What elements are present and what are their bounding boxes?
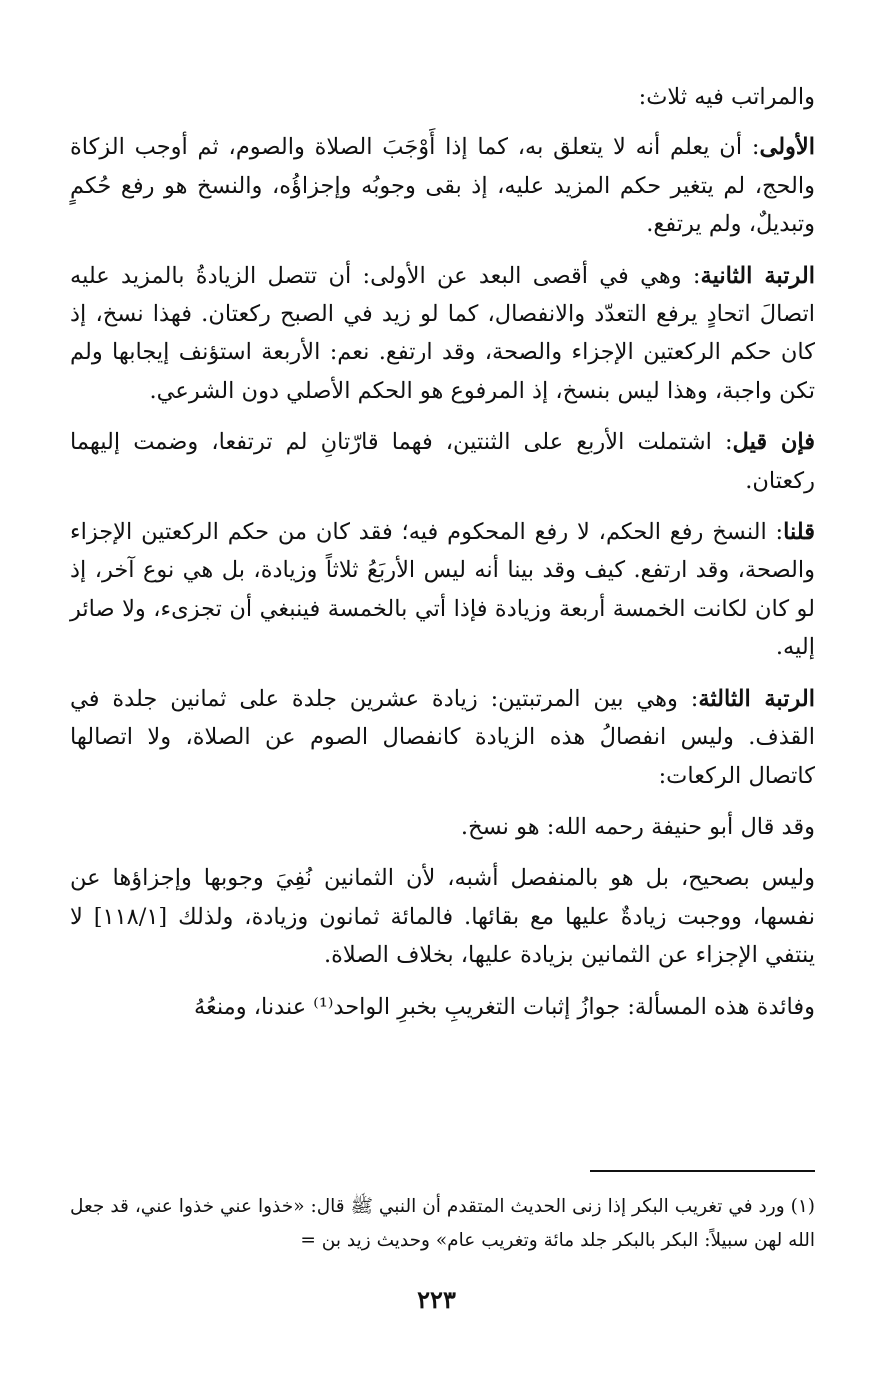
- paragraph-heading: الرتبة الثانية: [700, 262, 815, 289]
- paragraph-text: وقد قال أبو حنيفة رحمه الله: هو نسخ.: [460, 813, 815, 840]
- paragraph-heading: قلنا: [783, 519, 815, 546]
- page-body: [70, 78, 815, 1039]
- paragraph-abu-hanifa: [70, 808, 815, 846]
- paragraph-text: : وهي في أقصى البعد عن الأولى: أن تتصل الزيادةُ بالمزيد عليه اتصالَ اتحادٍ يرفع التعدّد والانفصال، كما لو زيد في الصبح ركعتان. فهذا نسخ، إذ كان حكم الركعتين الإجزاء والصحة، وقد ارتفع. نعم: الأربعة استؤنف إيجابها ولم تكن واجبة، وهذا ليس بنسخ، إذ المرفوع هو الحكم الأصلي دون الشرعي.: [70, 262, 815, 404]
- paragraph-text: : اشتملت الأربع على الثنتين، فهما قارّتانِ لم ترتفعا، وضمت إليهما ركعتان.: [70, 429, 815, 494]
- paragraph-text: : وهي بين المرتبتين: زيادة عشرين جلدة على ثمانين جلدة في القذف. وليس انفصالُ هذه الزيادة كانفصال الصوم عن الصلاة، ولا اتصالها كاتصال الركعات:: [70, 685, 815, 789]
- paragraph-rebuttal: [70, 859, 815, 974]
- paragraph-intro: [70, 78, 815, 116]
- paragraph-benefit: [70, 988, 815, 1026]
- paragraph-text: وليس بصحيح، بل هو بالمنفصل أشبه، لأن الثمانين نُفِيَ وجوبها وإجزاؤها عن نفسها، ووجبت زيادةٌ عليها مع بقائها. فالمائة ثمانون وزيادة، ولذلك [١١٨/١] لا ينتفي الإجزاء عن الثمانين بزيادة عليها، بخلاف الصلاة.: [70, 865, 815, 969]
- paragraph-objection: [70, 423, 815, 500]
- paragraph-third-rank: [70, 680, 815, 795]
- paragraph-first-rank: [70, 128, 815, 243]
- footnote: (١) ورد في تغريب البكر إذا زنى الحديث المتقدم أن النبي ﷺ قال: «خذوا عني خذوا عني، قد جعل الله لهن سبيلاً: البكر بالبكر جلد مائة وتغريب عام» وحديث زيد بن =: [70, 1196, 815, 1251]
- footnote-divider: [590, 1170, 815, 1172]
- page-number: ٢٢٣: [417, 1285, 456, 1314]
- paragraph-text: : أن يعلم أنه لا يتعلق به، كما إذا أَوْجَبَ الصلاة والصوم، ثم أوجب الزكاة والحج، لم يتغير حكم المزيد عليه، إذ بقى وجوبُه وإجزاؤُه، والنسخ هو رفع حُكمٍ وتبديلٌ، ولم يرتفع.: [70, 134, 815, 238]
- paragraph-heading: فإن قيل: [732, 429, 815, 456]
- paragraph-heading: الأولى: [759, 134, 815, 161]
- paragraph-second-rank: [70, 257, 815, 411]
- paragraph-text: : النسخ رفع الحكم، لا رفع المحكوم فيه؛ فقد كان من حكم الركعتين الإجزاء والصحة، وقد ارتفع. كيف وقد بينا أنه ليس الأربَعُ ثلاثاً وزيادة، بل هي نوع آخر، إذ لو كان لكانت الخمسة أربعة وزيادة فإذا أتي بالخمسة فينبغي أن تجزىء، ولا صائر إليه.: [70, 519, 815, 661]
- paragraph-heading: الرتبة الثالثة: [698, 685, 815, 712]
- paragraph-text: والمراتب فيه ثلاث:: [638, 84, 815, 110]
- paragraph-text: وفائدة هذه المسألة: جوازُ إثبات التغريبِ بخبرِ الواحد⁽¹⁾ عندنا، ومنعُهُ: [193, 993, 815, 1020]
- paragraph-reply: [70, 513, 815, 667]
